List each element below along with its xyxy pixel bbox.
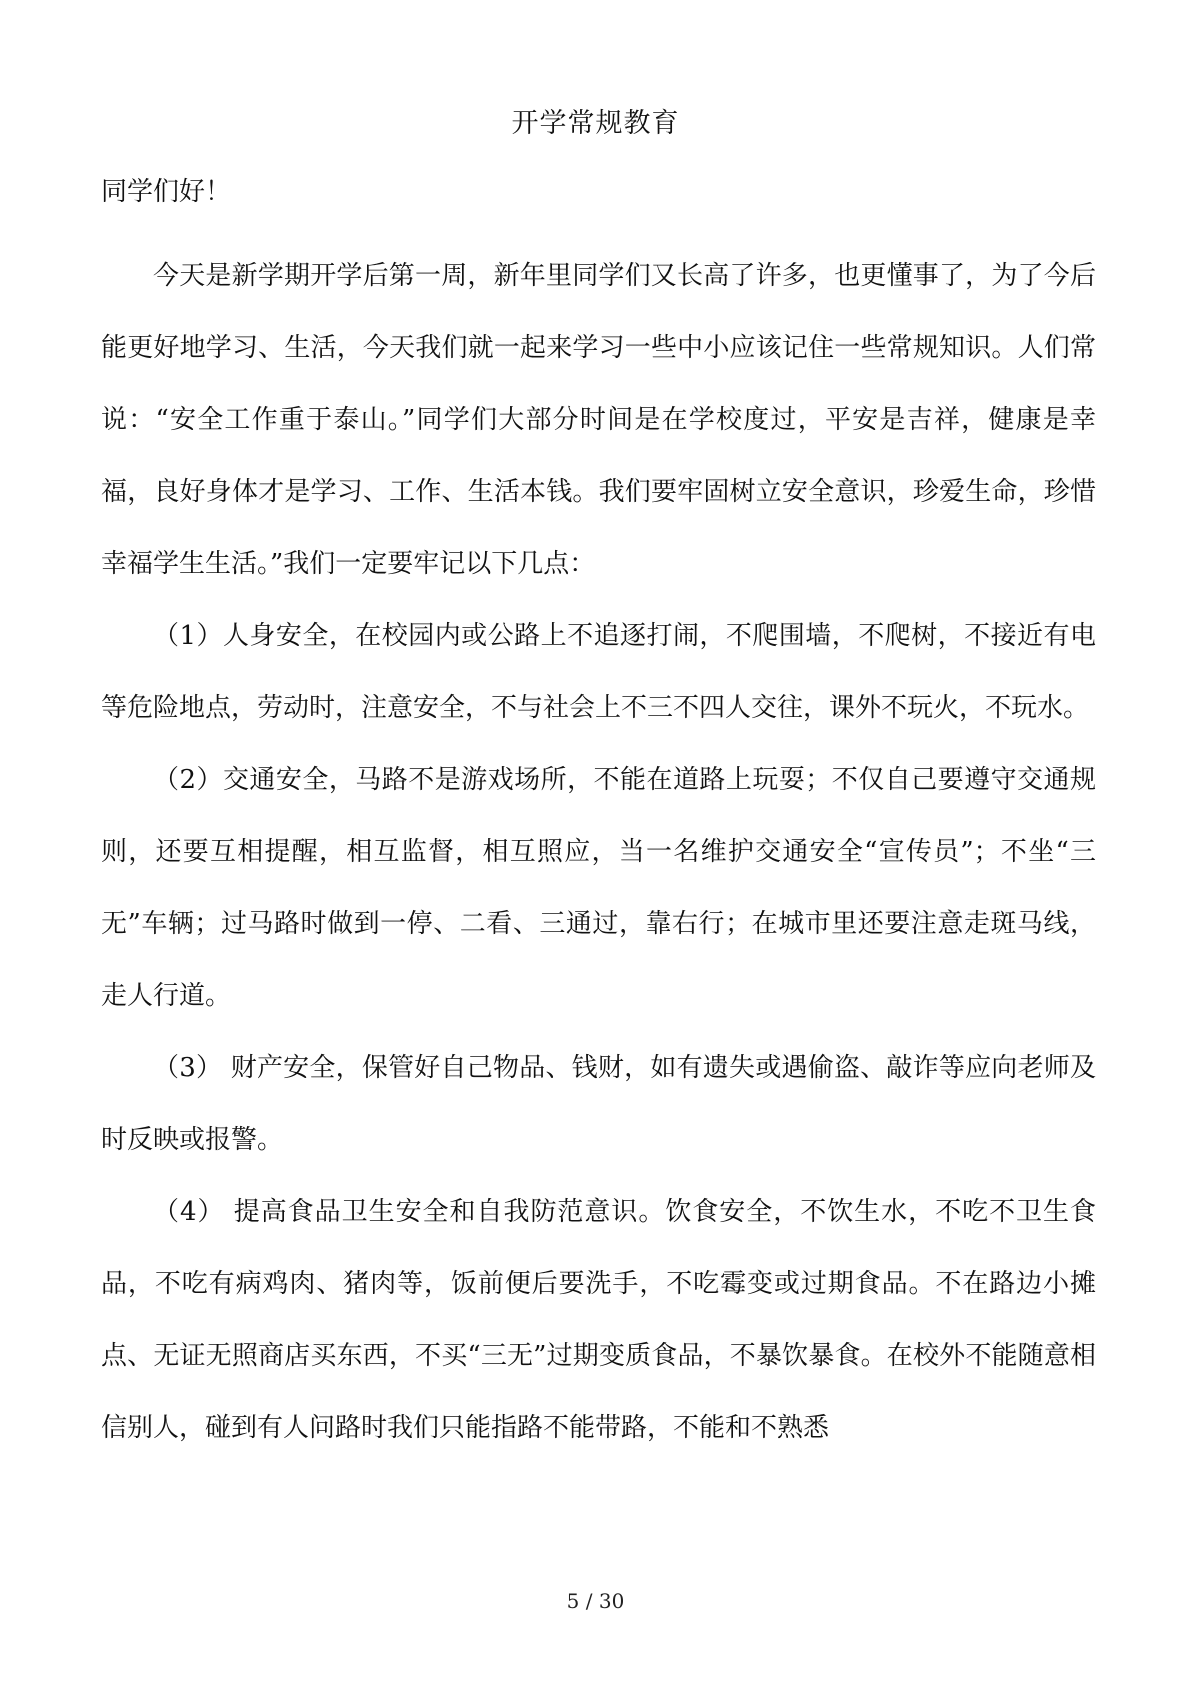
document-body — [101, 240, 1096, 1464]
paragraph-personal-safety: （1）人身安全，在校园内或公路上不追逐打闹，不爬围墙，不爬树，不接近有电等危险地点，劳动时，注意安全，不与社会上不三不四人交往，课外不玩火，不玩水。 — [101, 621, 1096, 723]
page-number: 5 / 30 — [566, 1589, 625, 1613]
paragraph-food-safety: （4） 提高食品卫生安全和自我防范意识。饮食安全，不饮生水，不吃不卫生食品，不吃有病鸡肉、猪肉等，饭前便后要洗手，不吃霉变或过期食品。不在路边小摊点、无证无照商店买东西，不买“三无”过期变质食品，不暴饮暴食。在校外不能随意相信别人，碰到有人问路时我们只能指路不能带路，不能和不熟悉 — [101, 1197, 1096, 1443]
paragraph-property-safety: （3） 财产安全，保管好自己物品、钱财，如有遗失或遇偷盗、敲诈等应向老师及时反映或报警。 — [101, 1053, 1096, 1155]
paragraph-traffic-safety: （2）交通安全，马路不是游戏场所，不能在道路上玩耍；不仅自己要遵守交通规则，还要互相提醒，相互监督，相互照应，当一名维护交通安全“宣传员”；不坐“三无”车辆；过马路时做到一停、二看、三通过，靠右行；在城市里还要注意走斑马线，走人行道。 — [101, 765, 1096, 1011]
greeting: 同学们好！ — [101, 177, 232, 207]
paragraph-intro: 今天是新学期开学后第一周，新年里同学们又长高了许多，也更懂事了，为了今后能更好地学习、生活，今天我们就一起来学习一些中小应该记住一些常规知识。人们常说：“安全工作重于泰山。”同学们大部分时间是在学校度过，平安是吉祥，健康是幸福，良好身体才是学习、工作、生活本钱。我们要牢固树立安全意识，珍爱生命，珍惜幸福学生生活。”我们一定要牢记以下几点： — [101, 261, 1096, 579]
document-title: 开学常规教育 — [511, 108, 680, 139]
